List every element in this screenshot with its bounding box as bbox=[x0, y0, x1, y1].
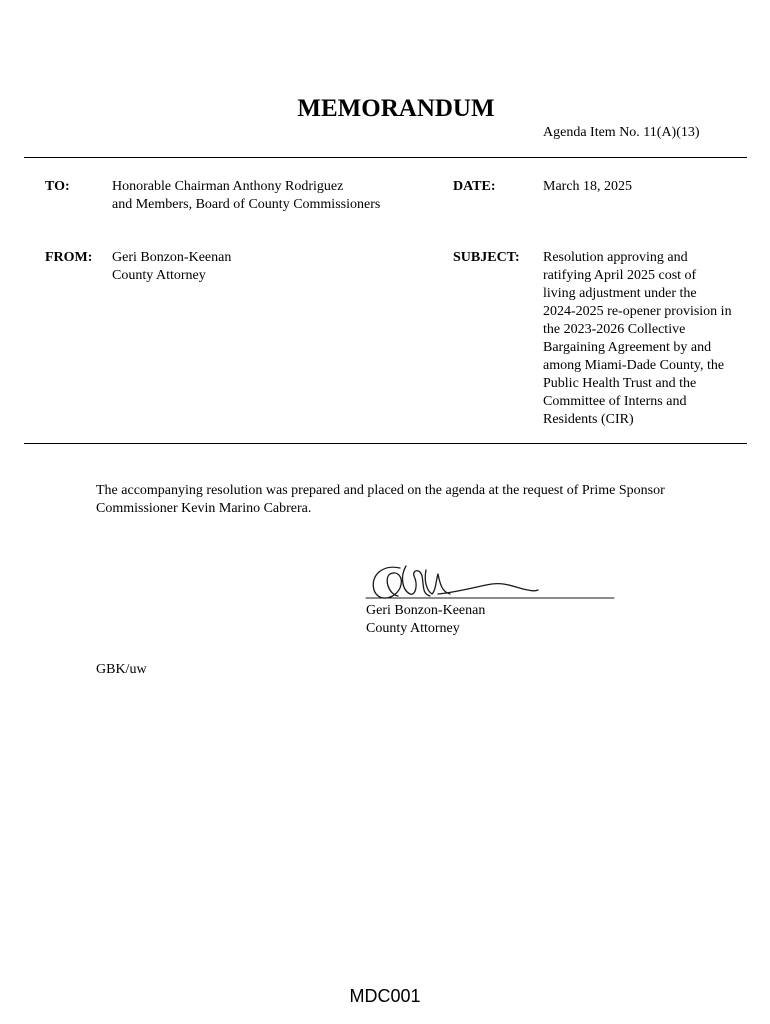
from-label: FROM: bbox=[45, 250, 93, 265]
body-line: Commissioner Kevin Marino Cabrera. bbox=[96, 501, 312, 516]
signer-title: County Attorney bbox=[366, 621, 460, 636]
subject-line: ratifying April 2025 cost of bbox=[543, 268, 697, 283]
typist-initials: GBK/uw bbox=[96, 662, 147, 677]
subject-line: Resolution approving and bbox=[543, 250, 688, 265]
subject-line: Bargaining Agreement by and bbox=[543, 340, 712, 355]
subject-line: living adjustment under the bbox=[543, 286, 697, 301]
to-recipient bbox=[112, 178, 380, 214]
subject-line: Public Health Trust and the bbox=[543, 376, 697, 391]
to-label: TO: bbox=[45, 179, 70, 194]
date-label: DATE: bbox=[453, 179, 496, 194]
subject-line: Residents (CIR) bbox=[543, 412, 634, 427]
subject-label: SUBJECT: bbox=[453, 250, 520, 265]
from-sender bbox=[112, 249, 231, 285]
signer-name: Geri Bonzon-Keenan bbox=[366, 603, 486, 618]
from-line: Geri Bonzon-Keenan bbox=[112, 250, 232, 265]
date-value: March 18, 2025 bbox=[543, 179, 633, 194]
subject-line: 2024-2025 re-opener provision in bbox=[543, 304, 732, 319]
subject-text bbox=[543, 249, 732, 429]
top-divider bbox=[24, 157, 747, 158]
subject-line: among Miami-Dade County, the bbox=[543, 358, 725, 373]
to-line: Honorable Chairman Anthony Rodriguez bbox=[112, 179, 344, 194]
to-line: and Members, Board of County Commissioners bbox=[112, 197, 381, 212]
bottom-divider bbox=[24, 443, 747, 444]
handwritten-signature bbox=[360, 560, 620, 606]
page-footer-code: MDC001 bbox=[349, 986, 421, 1006]
agenda-item-number: Agenda Item No. 11(A)(13) bbox=[543, 125, 700, 140]
memo-title: MEMORANDUM bbox=[297, 95, 495, 122]
memo-body bbox=[96, 482, 665, 518]
subject-line: Committee of Interns and bbox=[543, 394, 687, 409]
subject-line: the 2023-2026 Collective bbox=[543, 322, 686, 337]
signer-block bbox=[366, 602, 485, 638]
from-line: County Attorney bbox=[112, 268, 206, 283]
body-line: The accompanying resolution was prepared and placed on the agenda at the request of Prime Sponsor bbox=[96, 483, 665, 498]
